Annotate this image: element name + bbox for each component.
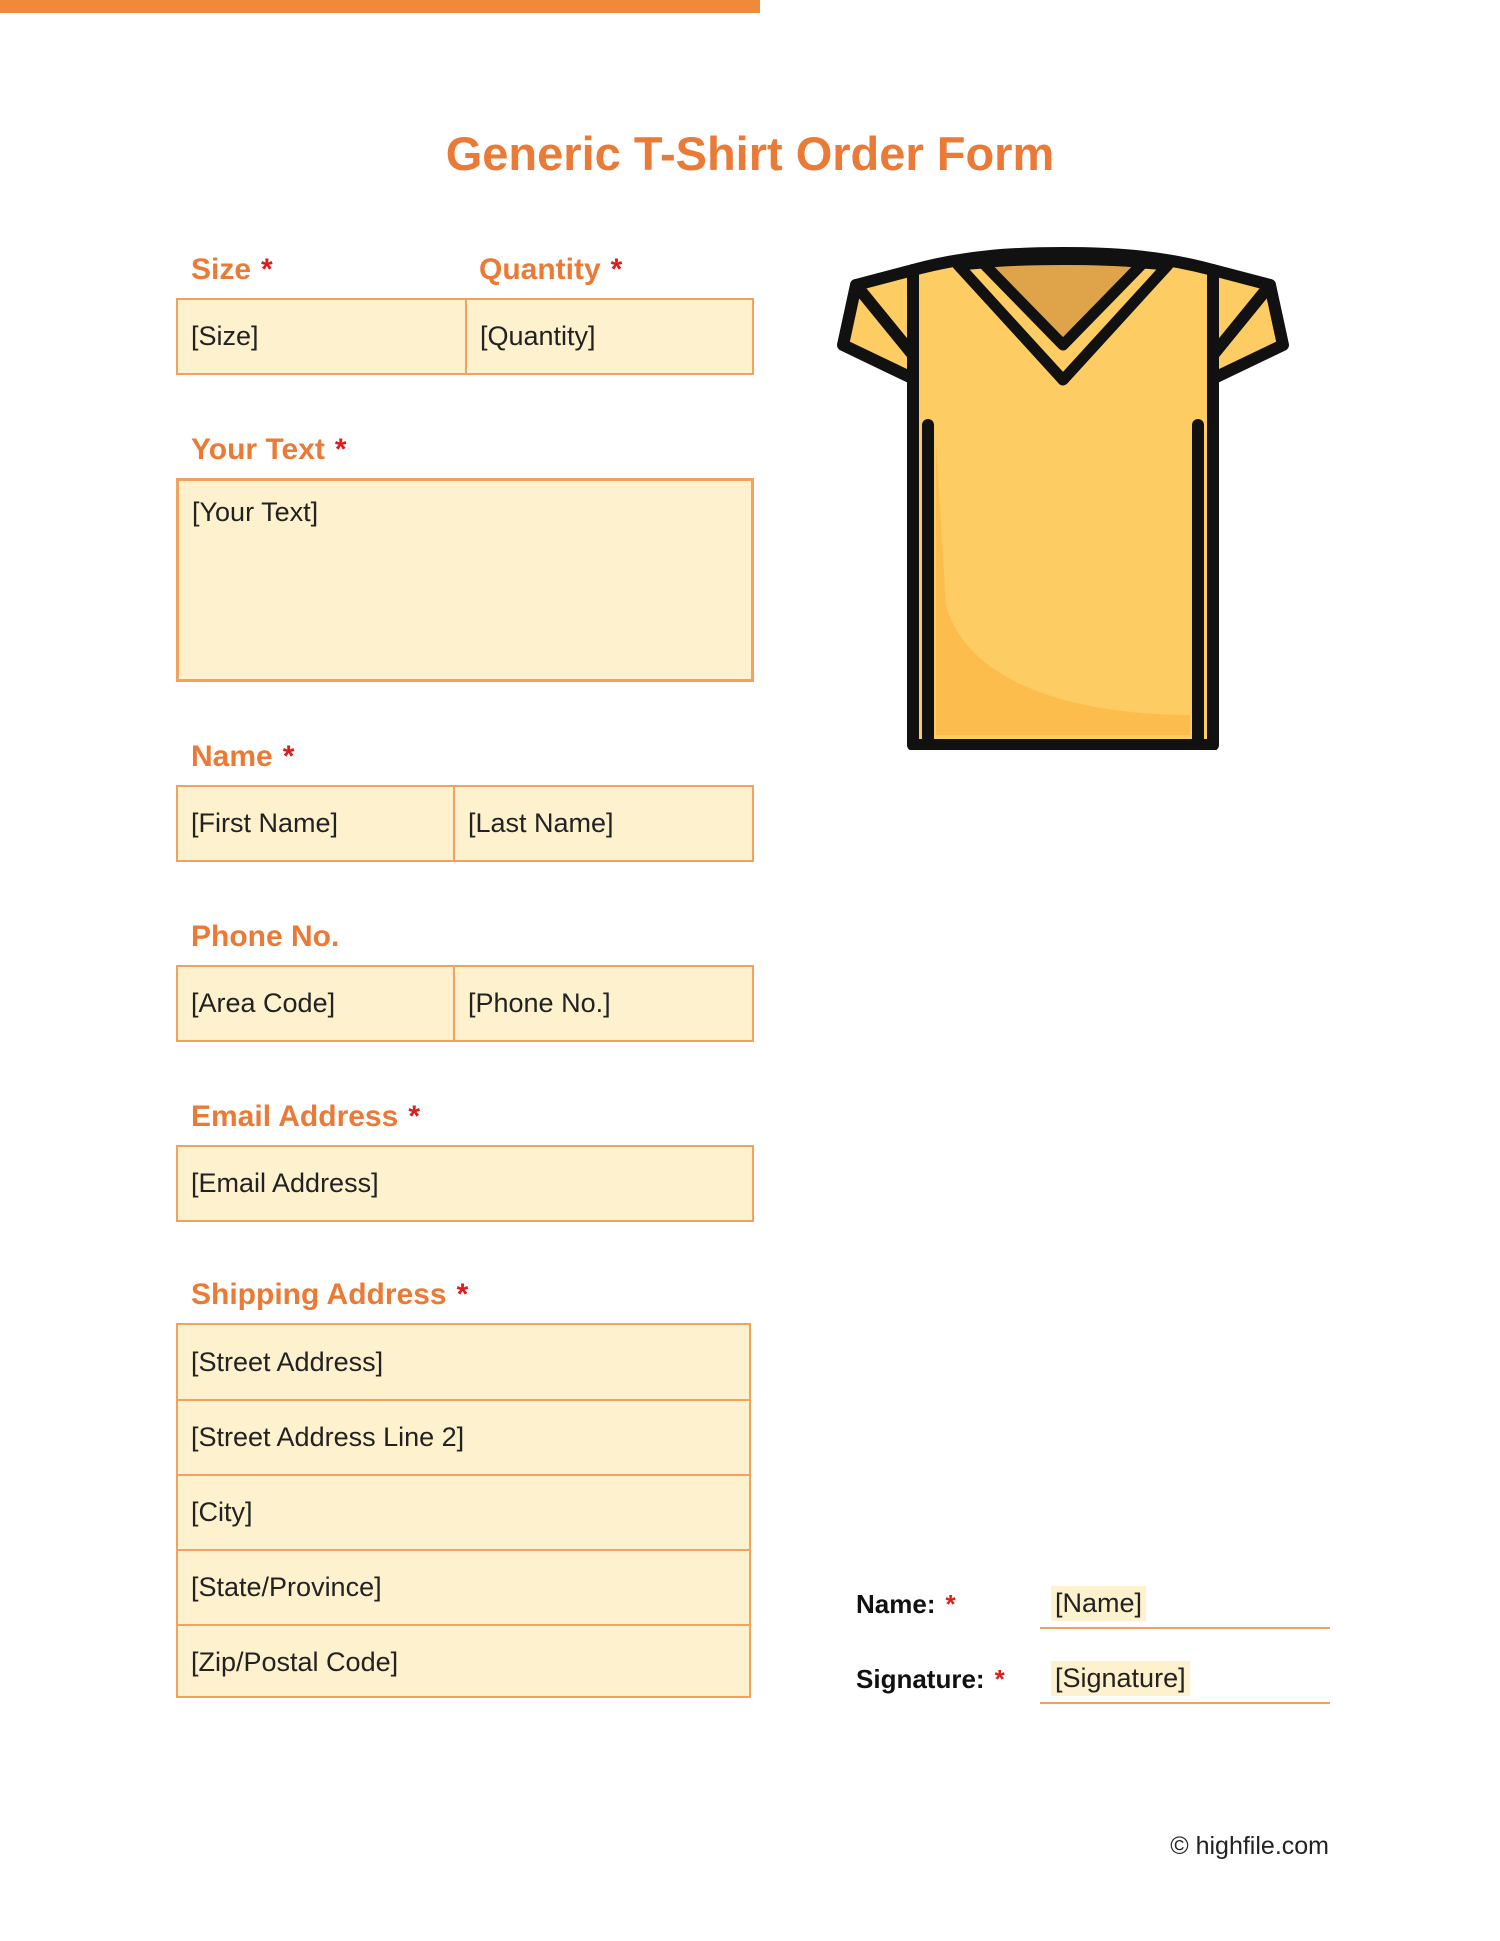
required-mark: * (994, 1664, 1005, 1694)
size-quantity-row (176, 298, 754, 375)
street-address-field[interactable]: [Street Address] (191, 1346, 384, 1377)
email-row (176, 1145, 754, 1222)
signature-label: Signature: * (856, 1664, 1005, 1694)
shipping-label: Shipping Address * (191, 1278, 469, 1311)
phone-row (176, 965, 754, 1042)
size-label: Size * (191, 253, 273, 286)
required-mark: * (334, 433, 347, 466)
last-name-field[interactable]: [Last Name] (468, 808, 614, 838)
phone-number-field[interactable]: [Phone No.] (468, 988, 611, 1018)
signature-underline (1040, 1702, 1330, 1704)
area-code-field[interactable]: [Area Code] (191, 988, 336, 1018)
size-field[interactable]: [Size] (191, 321, 259, 351)
tshirt-icon (818, 245, 1308, 750)
your-text-label: Your Text * (191, 433, 347, 466)
state-province-field[interactable]: [State/Province] (191, 1572, 382, 1602)
zip-postal-field[interactable]: [Zip/Postal Code] (191, 1646, 399, 1677)
footer-credit: © highfile.com (1170, 1832, 1329, 1860)
required-mark: * (408, 1100, 420, 1133)
page-title: Generic T-Shirt Order Form (445, 127, 1055, 180)
signature-name-field[interactable]: [Name] (1051, 1586, 1146, 1621)
required-mark: * (610, 253, 623, 286)
quantity-field[interactable]: [Quantity] (480, 321, 596, 351)
required-mark: * (945, 1589, 956, 1619)
required-mark: * (282, 740, 295, 773)
top-accent-bar (0, 0, 760, 13)
quantity-label: Quantity * (479, 253, 623, 286)
required-mark: * (261, 253, 273, 286)
email-field[interactable]: [Email Address] (191, 1168, 379, 1198)
name-row (176, 785, 754, 862)
name-underline (1040, 1627, 1330, 1629)
shipping-address-block (176, 1323, 751, 1698)
signature-field[interactable]: [Signature] (1051, 1661, 1190, 1696)
street-address-line2-field[interactable]: [Street Address Line 2] (191, 1422, 465, 1452)
first-name-field[interactable]: [First Name] (191, 808, 339, 838)
phone-label: Phone No. (191, 920, 340, 953)
your-text-field[interactable]: [Your Text] (176, 478, 754, 682)
name-label: Name * (191, 740, 295, 773)
signature-name-label: Name: * (856, 1589, 956, 1619)
email-label: Email Address * (191, 1100, 420, 1133)
city-field[interactable]: [City] (191, 1497, 253, 1527)
required-mark: * (456, 1278, 469, 1311)
